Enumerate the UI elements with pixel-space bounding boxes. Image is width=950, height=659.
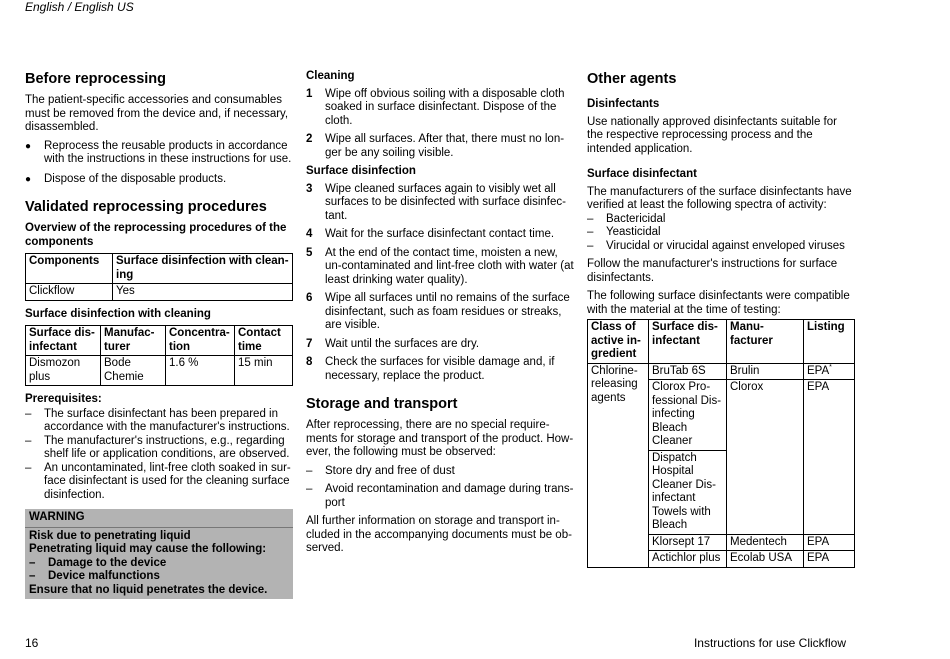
column-3 [587, 70, 855, 575]
table-cell: Brulin [727, 363, 804, 380]
table-cell: EPA [804, 380, 855, 535]
table-row [26, 356, 293, 386]
step-number: 8 [306, 356, 313, 368]
disinfection-steps [306, 183, 574, 384]
table-cell: Clorox [727, 380, 804, 535]
table-cell: 15 min [235, 356, 293, 386]
step-number: 5 [306, 246, 313, 259]
table-header: Manufac-turer [101, 326, 166, 356]
table-header-row [588, 320, 855, 364]
table-cell: Ecolab USA [727, 551, 804, 568]
table-cell: Medentech [727, 534, 804, 551]
other-agents-heading: Other agents [587, 71, 677, 87]
step-number: 2 [306, 133, 313, 145]
table-cell: Clickflow [26, 284, 113, 301]
step-text: Wait until the surfaces are dry. [325, 337, 480, 350]
table-cell [804, 363, 855, 380]
table-header: Listing [804, 320, 855, 364]
follow-instructions-text: Follow the manufacturer's instructions for surface disinfectants. [587, 258, 838, 284]
storage-text: After reprocessing, there are no special require-ments for storage and transport of the product. How-ever, the following must be observed: [306, 419, 574, 458]
table-header-row [26, 326, 293, 356]
compatibility-text: The following surface disinfectants were compatible with the material at the time of testing: [587, 290, 850, 316]
step-number: 3 [306, 182, 313, 195]
table-row [26, 284, 293, 301]
list-item: – Virucidal or virucidal against enveloped viruses [587, 240, 855, 254]
cleaning-steps [306, 88, 574, 161]
disinfectant-table [25, 325, 293, 386]
before-reprocessing-heading: Before reprocessing [25, 71, 167, 87]
validated-procedures-heading: Validated reprocessing procedures [25, 199, 267, 215]
storage-footer-text: All further information on storage and transport in-cluded in the accompanying documents must be ob-served. [306, 515, 572, 554]
table-header: Manu-facturer [727, 320, 804, 364]
step-item [306, 228, 574, 242]
list-item: – Store dry and free of dust [306, 465, 574, 479]
surface-disinfection-heading: Surface disinfection [306, 165, 416, 177]
table-cell: Dispatch Hospital Cleaner Dis-infectant Towels with Bleach [649, 450, 727, 534]
step-text: Wipe off obvious soiling with a disposable cloth soaked in surface disinfectant. Dispose of the cloth. [325, 87, 565, 127]
before-reprocessing-list [25, 140, 293, 187]
list-item: ● Dispose of the disposable products. [25, 173, 293, 187]
step-text: Wipe all surfaces. After that, there must no lon-ger be any soiling visible. [325, 133, 565, 159]
step-item [306, 338, 574, 352]
list-item: – Damage to the device [29, 557, 289, 571]
table-header-row [26, 254, 293, 284]
document-title: Instructions for use Clickflow [693, 636, 846, 650]
table-header: Surface disinfection with clean-ing [113, 254, 293, 284]
list-item: – Device malfunctions [29, 570, 289, 584]
table-header: Surface dis-infectant [649, 320, 727, 364]
table-cell: Dismozon plus [26, 356, 101, 386]
list-item: ● Reprocess the reusable products in accordance with the instructions in these instructions for use. [25, 140, 293, 167]
table-cell: Bode Chemie [101, 356, 166, 386]
spectra-list [587, 213, 855, 254]
list-item: – An uncontaminated, lint-free cloth soaked in sur-face disinfectant is used for the cleaning surface disinfection. [25, 462, 293, 503]
step-number: 6 [306, 292, 313, 304]
step-text: Check the surfaces for visible damage and, if necessary, replace the product. [325, 356, 555, 382]
table-header: Components [26, 254, 113, 284]
footnote-marker: * [829, 363, 832, 371]
prerequisites-list [25, 408, 293, 503]
prerequisites-heading: Prerequisites: [25, 393, 102, 405]
list-item: – Avoid recontamination and damage during trans-port [306, 483, 574, 510]
table-cell: Yes [113, 284, 293, 301]
step-text: At the end of the contact time, moisten a new, un-contaminated and lint-free cloth with water (at least drinking water quality). [325, 246, 574, 286]
table-cell: EPA [804, 534, 855, 551]
column-1 [25, 70, 293, 599]
step-item [306, 88, 574, 129]
list-item: – The manufacturer's instructions, e.g., regarding shelf life or application conditions, are observed. [25, 435, 293, 462]
table-header: Contact time [235, 326, 293, 356]
disinfectants-text: Use nationally approved disinfectants suitable for the respective reprocessing process and the intended application. [587, 115, 837, 155]
table-cell: EPA [804, 551, 855, 568]
step-item [306, 183, 574, 224]
warning-line: Risk due to penetrating liquid [29, 529, 191, 542]
table-cell: BruTab 6S [649, 363, 727, 380]
table-cell: Klorsept 17 [649, 534, 727, 551]
components-table [25, 253, 293, 301]
table-header: Surface dis-infectant [26, 326, 101, 356]
step-text: Wipe cleaned surfaces again to visibly wet all surfaces to be disinfected with surface disinfec-tant. [325, 182, 566, 222]
surface-disinfection-cleaning-heading: Surface disinfection with cleaning [25, 307, 211, 320]
step-number: 7 [306, 337, 313, 350]
warning-line: Ensure that no liquid penetrates the device. [29, 583, 268, 596]
step-item [306, 356, 574, 383]
page-number: 16 [25, 636, 39, 650]
overview-heading: Overview of the reprocessing procedures of the components [25, 222, 287, 248]
table-cell: Chlorine-releasing agents [588, 363, 649, 567]
listing-value: EPA [807, 364, 830, 377]
storage-list [306, 465, 574, 511]
table-header: Class of active in-gredient [588, 320, 649, 364]
list-item: – Yeasticidal [587, 226, 855, 240]
table-row [588, 363, 855, 380]
warning-box [25, 509, 293, 599]
step-number: 1 [306, 87, 313, 100]
cleaning-heading: Cleaning [306, 70, 355, 82]
table-cell: Actichlor plus [649, 551, 727, 568]
warning-line: Penetrating liquid may cause the following: [29, 543, 267, 555]
before-reprocessing-text: The patient-specific accessories and consumables must be removed from the device and, if necessary, disassembled. [25, 94, 289, 133]
storage-transport-heading: Storage and transport [306, 396, 458, 412]
table-header: Concentra-tion [166, 326, 235, 356]
step-text: Wipe all surfaces until no remains of the surface disinfectant, such as foam residues or streaks, are visible. [325, 292, 570, 331]
disinfectants-heading: Disinfectants [587, 98, 660, 110]
list-item: – The surface disinfectant has been prepared in accordance with the manufacturer's instructions. [25, 408, 293, 435]
step-item [306, 247, 574, 288]
table-cell: Clorox Pro-fessional Dis-infecting Bleach Cleaner [649, 380, 727, 451]
warning-list [29, 557, 289, 584]
step-text: Wait for the surface disinfectant contact time. [325, 228, 555, 240]
column-2 [306, 70, 574, 561]
surface-disinfectant-heading: Surface disinfectant [587, 168, 697, 180]
table-cell: 1.6 % [166, 356, 235, 386]
step-number: 4 [306, 228, 313, 240]
step-item [306, 133, 574, 160]
step-item [306, 292, 574, 333]
header-language: English / English US [25, 0, 134, 14]
compatible-disinfectants-table [587, 319, 855, 568]
list-item: – Bactericidal [587, 213, 855, 227]
warning-title: WARNING [25, 509, 293, 528]
spectra-intro-text: The manufacturers of the surface disinfectants have verified at least the following spectra of activity: [587, 185, 852, 211]
